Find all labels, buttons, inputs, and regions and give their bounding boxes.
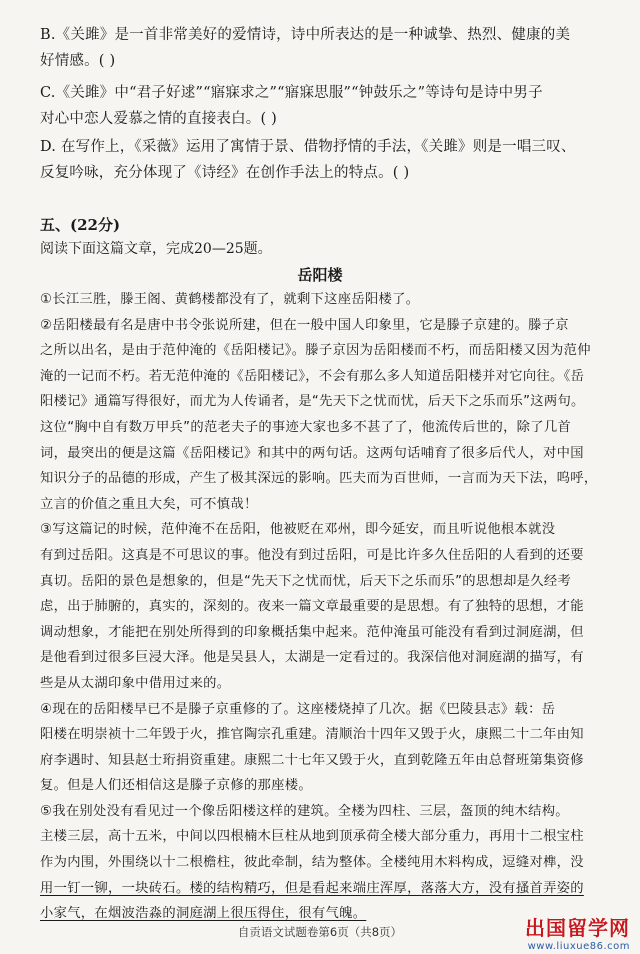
option-c-line-2: 对心中恋人爱慕之情的直接表白。( ) xyxy=(40,111,278,127)
essay-line: 是他看到过很多巨浸大泽。他是吴县人，太湖是一定看过的。我深信他对洞庭湖的描写，有 xyxy=(40,650,584,666)
essay-line: 淹的一记而不朽。若无范仲淹的《岳阳楼记》，不会有那么多人知道岳阳楼并对它向往。《岳 xyxy=(40,368,585,384)
option-d xyxy=(40,134,610,186)
essay-line: 阳楼在明崇祯十二年毁于火，推官陶宗孔重建。清顺治十四年又毁于火，康熙二十二年由知 xyxy=(40,727,584,743)
essay-line: 词，最突出的便是这篇《岳阳楼记》和其中的两句话。这两句话哺育了很多后代人，对中国 xyxy=(40,445,584,461)
option-d-line-2: 反复吟咏，充分体现了《诗经》在创作手法上的特点。( ) xyxy=(40,165,410,181)
essay-line: 有到过岳阳。这真是不可思议的事。他没有到过岳阳，可是比许多久住岳阳的人看到的还要 xyxy=(40,547,584,563)
watermark-url: www.liuxue86.com xyxy=(527,941,630,952)
essay-line: 立言的价值之重且大矣，可不慎哉！ xyxy=(40,496,258,512)
essay-line-underlined: 用一钉一铆，一块砖石。楼的结构精巧，但是看起来端庄浑厚，落落大方，没有搔首弄姿的 xyxy=(40,880,584,896)
option-c-line-1: C.《关雎》中“君子好逑”“寤寐求之”“寤寐思服”“钟鼓乐之”等诗句是诗中男子 xyxy=(40,85,543,101)
essay-line: 之所以出名，是由于范仲淹的《岳阳楼记》。滕子京因为岳阳楼而不朽，而岳阳楼又因为范仲 xyxy=(40,343,591,359)
watermark-logo xyxy=(490,912,630,952)
essay-line: 作为内围，外围绕以十二根檐柱，彼此牵制，结为整体。全楼纯用木料构成，逗缝对榫，没 xyxy=(40,855,584,871)
essay-title: 岳阳楼 xyxy=(297,266,343,284)
essay-line: 府李遇时、知县赵士珩捐资重建。康熙二十七年又毁于火，直到乾隆五年由总督班第集资修 xyxy=(40,752,584,768)
section-intro: 阅读下面这篇文章，完成20—25题。 xyxy=(40,241,272,257)
essay-line: 复。但是人们还相信这是滕子京修的那座楼。 xyxy=(40,778,312,794)
option-b-line-2: 好情感。( ) xyxy=(40,53,116,69)
essay-line: 知识分子的品德的形成，产生了极其深远的影响。匹夫而为百世师，一言而为天下法，呜呼， xyxy=(40,471,598,487)
essay-body xyxy=(40,287,610,927)
section-heading: 五、(22分) xyxy=(40,216,121,234)
option-c xyxy=(40,80,610,132)
essay-line: ①长江三胜，滕王阁、黄鹤楼都没有了，就剩下这座岳阳楼了。 xyxy=(40,292,420,307)
essay-line: 虑，出于肺腑的，真实的，深刻的。夜来一篇文章最重要的是思想。有了独特的思想，才能 xyxy=(40,599,584,615)
essay-line-underlined: 小家气，在烟波浩淼的洞庭湖上很压得住，很有气魄。 xyxy=(40,906,367,922)
option-d-line-1: D. 在写作上，《采薇》运用了寓情于景、借物抒情的手法，《关雎》则是一唱三叹、 xyxy=(40,139,576,155)
option-b-line-1: B.《关雎》是一首非常美好的爱情诗，诗中所表达的是一种诚挚、热烈、健康的美 xyxy=(40,27,571,43)
page-footer: 自贡语文试题卷第6页（共8页） xyxy=(237,925,403,939)
essay-line: 真切。岳阳的景色是想象的，但是“先天下之忧而忧，后天下之乐而乐”的思想却是久经考 xyxy=(40,573,572,589)
essay-line: 这位“胸中自有数万甲兵”的范老夫子的事迹大家也多不甚了了，他流传后世的，除了几首 xyxy=(40,419,572,435)
option-b xyxy=(40,22,610,74)
essay-line: ④现在的岳阳楼早已不是滕子京重修的了。这座楼烧掉了几次。据《巴陵县志》载：岳 xyxy=(40,701,556,717)
essay-line: ③写这篇记的时候，范仲淹不在岳阳，他被贬在邓州，即今延安，而且听说他根本就没 xyxy=(40,522,556,538)
essay-line: 调动想象，才能把在别处所得到的印象概括集中起来。范仲淹虽可能没有看到过洞庭湖，但 xyxy=(40,624,584,640)
essay-line: 阳楼记》通篇写得很好，而尤为人传诵者，是“先天下之忧而忧，后天下之乐而乐”这两句。 xyxy=(40,394,585,410)
watermark-title: 出国留学网 xyxy=(525,916,630,940)
essay-line: 些是从太湖印象中借用过来的。 xyxy=(40,675,231,691)
essay-line: ②岳阳楼最有名是唐中书令张说所建，但在一般中国人印象里，它是滕子京建的。滕子京 xyxy=(40,317,569,333)
essay-line: ⑤我在别处没有看见过一个像岳阳楼这样的建筑。全楼为四柱、三层，盔顶的纯木结构。 xyxy=(40,803,569,819)
essay-line: 主楼三层，高十五米，中间以四根楠木巨柱从地到顶承荷全楼大部分重力，再用十二根宝柱 xyxy=(40,829,584,845)
